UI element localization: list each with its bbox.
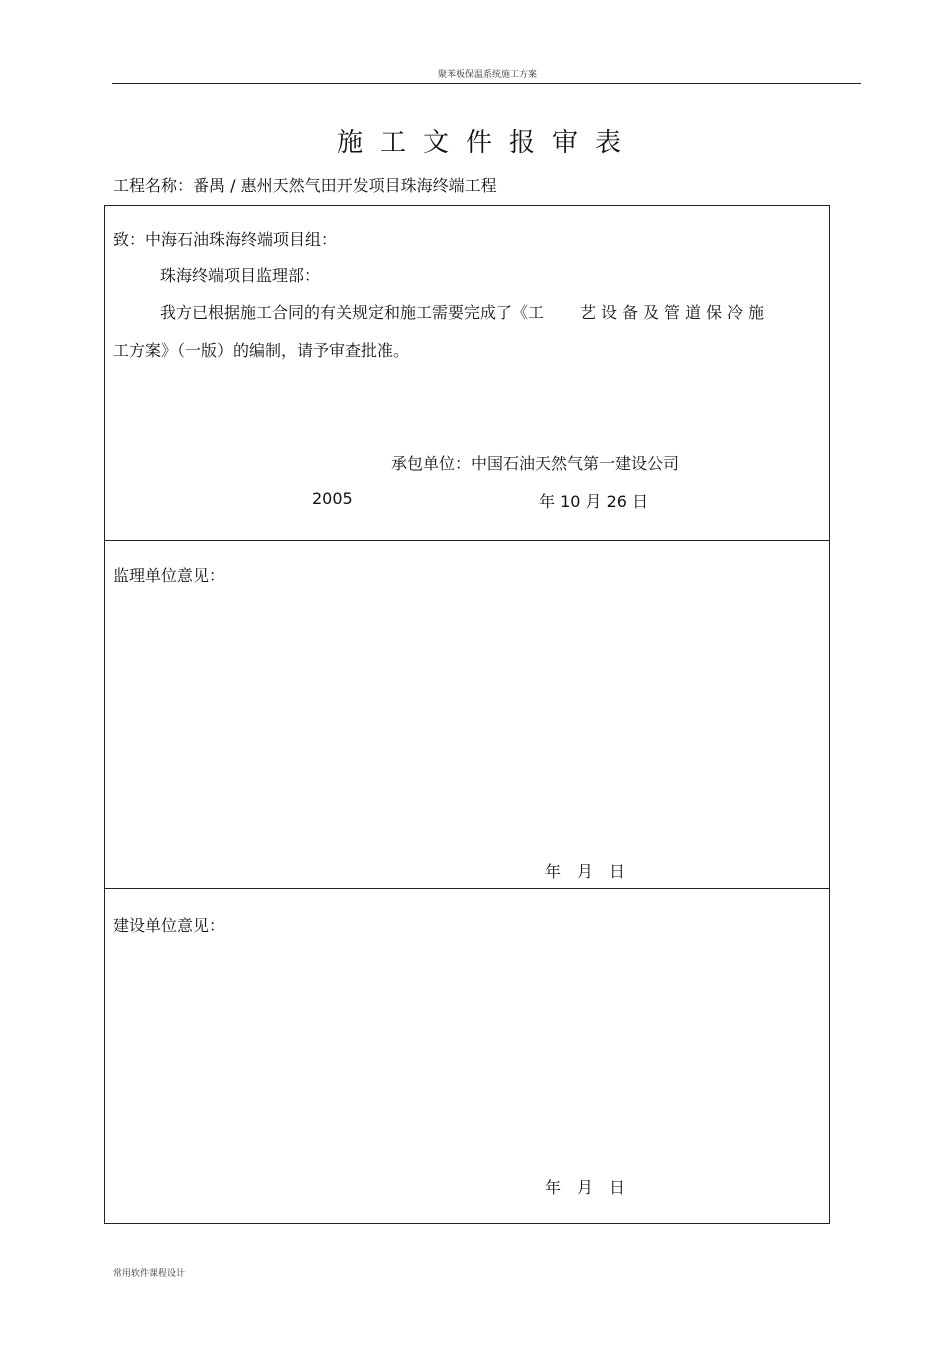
submission-month-day: 年 10 月 26 日 <box>539 492 649 511</box>
contractor-line: 承包单位：中国石油天然气第一建设公司 <box>391 454 680 473</box>
project-name-line <box>113 173 497 196</box>
submission-section <box>105 206 829 540</box>
cc-line: 珠海终端项目监理部： <box>160 266 321 285</box>
supervisor-date-line: 年 月 日 <box>545 862 626 881</box>
page-header: 聚苯板保温系统施工方案 <box>437 70 537 80</box>
submission-body-line2: 工方案》（一版）的编制，请予审查批准。 <box>113 341 410 360</box>
review-form <box>104 205 830 1224</box>
submission-body-line1 <box>160 300 769 323</box>
owner-opinion-label: 建设单位意见： <box>113 916 226 935</box>
document-title: 施工文件报审表 <box>336 128 638 158</box>
project-name-label: 工程名称：番禺 <box>113 176 226 195</box>
owner-date-line: 年 月 日 <box>545 1178 626 1197</box>
body-line1-part-b: 艺设备及管道保冷施 <box>580 303 770 322</box>
addressee-line: 致：中海石油珠海终端项目组： <box>113 230 338 249</box>
submission-year: 2005 <box>312 489 353 508</box>
header-rule <box>112 83 861 84</box>
supervisor-opinion-section <box>105 540 829 889</box>
project-name-value: / 惠州天然气田开发项目珠海终端工程 <box>225 176 497 195</box>
page-footer: 常用软件课程设计 <box>113 1269 186 1279</box>
supervisor-opinion-label: 监理单位意见： <box>113 566 226 585</box>
owner-opinion-section <box>105 888 829 1224</box>
body-line1-part-a: 我方已根据施工合同的有关规定和施工需要完成了《工 <box>160 303 545 322</box>
